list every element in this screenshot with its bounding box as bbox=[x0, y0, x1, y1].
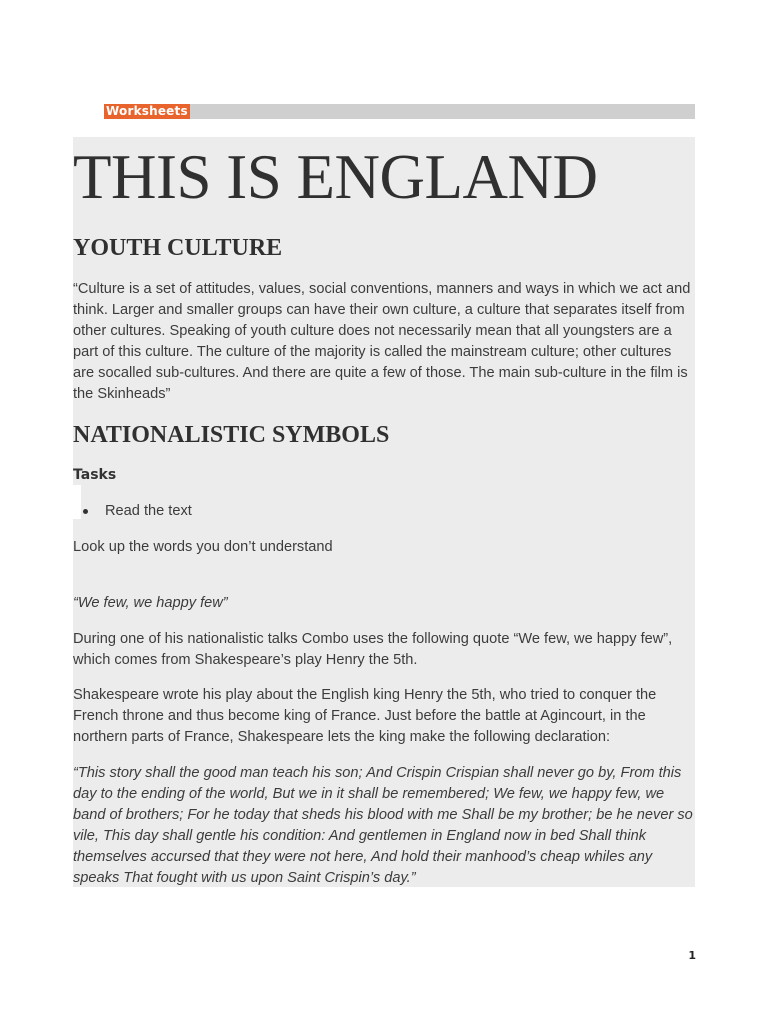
bullet-icon bbox=[83, 509, 88, 514]
page-number: 1 bbox=[688, 949, 696, 962]
youth-culture-heading: YOUTH CULTURE bbox=[73, 235, 283, 261]
task-text: Read the text bbox=[105, 503, 192, 519]
quote-title: “We few, we happy few” bbox=[73, 595, 228, 611]
declaration-quote: “This story shall the good man teach his son; And Crispin Crispian shall never go by, From this day to the ending of the world, But we in it shall be remembered; We few, we happy few, we band of brothers; For he today that sheds his blood with me Shall be my brother; be he never so vile, This day shall gentle his condition: And gentlemen in England now in bed Shall think themselves accursed that they were not here, And hold their manhood’s cheap whiles any speaks That fought with us upon Saint Crispin’s day.” bbox=[73, 765, 693, 886]
nationalistic-symbols-heading: NATIONALISTIC SYMBOLS bbox=[73, 422, 390, 448]
combo-paragraph: During one of his nationalistic talks Combo uses the following quote “We few, we happy few”, which comes from Shakespeare’s play Henry the 5th. bbox=[73, 631, 673, 668]
header-bar bbox=[104, 104, 695, 119]
tasks-label: Tasks bbox=[73, 467, 117, 483]
document-content bbox=[73, 137, 695, 887]
youth-culture-paragraph: “Culture is a set of attitudes, values, social conventions, manners and ways in which we act and think. Larger and smaller groups can have their own culture, a culture that separates itself from other cultures. Speaking of youth culture does not necessarily mean that all youngsters are a part of this culture. The culture of the majority is called the mainstream culture; other cultures are socalled sub-cultures. And there are quite a few of those. The main sub-culture in the film is the Skinheads” bbox=[73, 281, 691, 402]
task-list-margin bbox=[73, 485, 81, 519]
worksheets-label: Worksheets bbox=[106, 104, 188, 118]
shakespeare-paragraph: Shakespeare wrote his play about the English king Henry the 5th, who tried to conquer the French throne and thus become king of France. Just before the battle at Agincourt, in the northern parts of France, Shakespeare lets the king make the following declaration: bbox=[73, 687, 657, 745]
page-title: THIS IS ENGLAND bbox=[73, 142, 598, 212]
lookup-instruction: Look up the words you don’t understand bbox=[73, 539, 333, 555]
